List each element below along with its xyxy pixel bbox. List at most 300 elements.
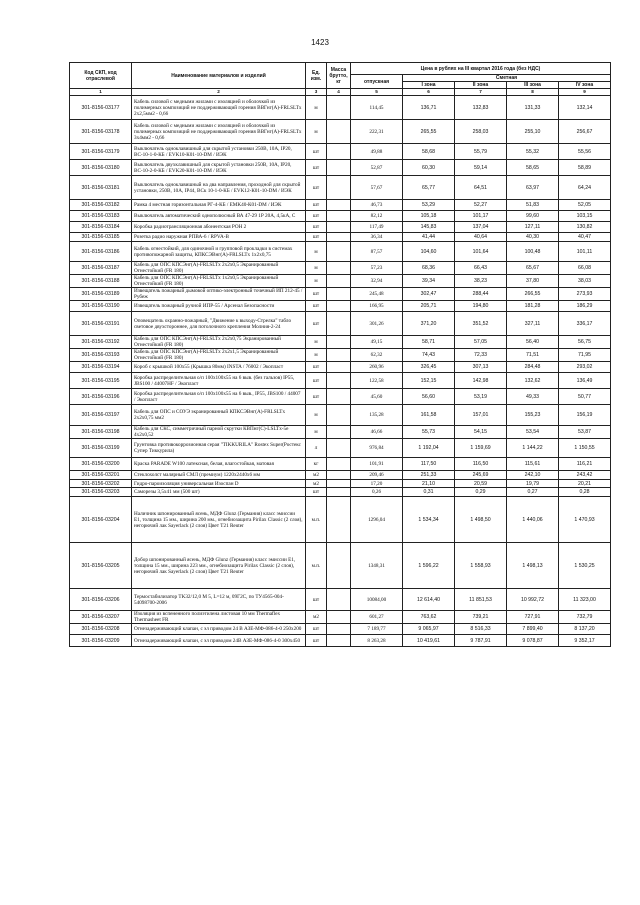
cell-z2: 101,64 [455, 242, 507, 262]
cell-base: 601,27 [351, 611, 403, 624]
cell-unit: м.п. [306, 543, 327, 589]
cell-unit: шт [306, 211, 327, 222]
cell-name: Огнезадерживающий клапан, с эл приводом 24В АЗЕ-МФ-086-4-0 300х450 [132, 635, 306, 647]
cell-name: Рамка 4 местная горизонтальная РГ-4-КБ / EMK40-К01-DM / ИЭК [132, 200, 306, 211]
cell-unit: шт [306, 200, 327, 211]
cell-name: Розетка радио наружная РПВА-6 / RPVA-B [132, 233, 306, 242]
cell-name: Саморезы 3,5х41 мм (500 шт) [132, 488, 306, 497]
table-row [70, 242, 611, 262]
header-zone: I зона [403, 82, 455, 89]
cell-mass [327, 312, 351, 336]
cell-z1: 105,18 [403, 211, 455, 222]
cell-name: Выключатель одноклавишный на два направления, проходной для скрытой установки, 250В, 10А, IP44, ВСк 10-1-0-КБ / EVK12-К01-10-DM / ИЭК [132, 176, 306, 200]
cell-base: 82,12 [351, 211, 403, 222]
cell-z1: 1 596,22 [403, 543, 455, 589]
cell-code: 301-8156-03209 [70, 635, 132, 647]
cell-z1: 265,55 [403, 120, 455, 144]
cell-name: Оповещатель охранно-пожарный, "Движение к выходу-Стрелка" табло световое двухстороннее, для потолочного крепления Молния-2-24 [132, 312, 306, 336]
cell-name: Наличник шпонированный ясень, МДФ Glunz (Германия) класс эмиссии Е1, толщина 15 мм., ширина 200 мм., огнебиозащита Pirilax Classic (2 слоя), негорючий лак Sayerlack (2 слоя) Цвет T21 Reuter [132, 497, 306, 543]
cell-unit: шт [306, 160, 327, 176]
cell-code: 301-8156-03199 [70, 439, 132, 458]
cell-z1: 9 065,97 [403, 624, 455, 635]
table-row [70, 488, 611, 497]
cell-name: Коробка распределительная о/п 100х100х55 на 6 выв., IP55, JBS100 / 44007 / Экопласт [132, 389, 306, 405]
cell-name: Коробка распределительная о/п 100х100х55 на 6 выв. (без гальзов) IP55, JBS100 / 44007HF / Экопласт [132, 373, 306, 389]
price-table [69, 62, 611, 647]
cell-unit: м [306, 242, 327, 262]
table-row [70, 275, 611, 288]
cell-unit: м [306, 275, 327, 288]
cell-z4: 132,14 [559, 96, 611, 120]
table-row [70, 120, 611, 144]
cell-code: 301-8156-03204 [70, 497, 132, 543]
cell-base: 17,20 [351, 480, 403, 488]
cell-z4: 0,28 [559, 488, 611, 497]
cell-unit: шт [306, 176, 327, 200]
header-code: Код СКП, код отраслевой [70, 63, 132, 89]
cell-z1: 10 419,61 [403, 635, 455, 647]
cell-z3: 100,48 [507, 242, 559, 262]
cell-z2: 245,69 [455, 471, 507, 480]
cell-z4: 38,03 [559, 275, 611, 288]
column-number: 8 [507, 89, 559, 96]
cell-mass [327, 160, 351, 176]
cell-code: 301-8156-03177 [70, 96, 132, 120]
cell-unit: шт [306, 288, 327, 301]
cell-mass [327, 624, 351, 635]
cell-z3: 255,10 [507, 120, 559, 144]
cell-name: Краска PARADE W100 латексная, белая, влагостойкая, матовая [132, 458, 306, 471]
cell-unit: м2 [306, 480, 327, 488]
cell-base: 976,84 [351, 439, 403, 458]
cell-code: 301-8156-03195 [70, 373, 132, 389]
cell-base: 222,31 [351, 120, 403, 144]
cell-base: 7 189,77 [351, 624, 403, 635]
table-row [70, 405, 611, 426]
cell-z2: 1 558,93 [455, 543, 507, 589]
cell-z4: 243,42 [559, 471, 611, 480]
cell-z3: 7 899,40 [507, 624, 559, 635]
cell-z3: 1 144,22 [507, 439, 559, 458]
cell-mass [327, 589, 351, 611]
table-row [70, 222, 611, 233]
cell-code: 301-8156-03185 [70, 233, 132, 242]
header-zone: II зона [455, 82, 507, 89]
cell-z4: 336,17 [559, 312, 611, 336]
cell-code: 301-8156-03197 [70, 405, 132, 426]
cell-mass [327, 144, 351, 160]
cell-code: 301-8156-03193 [70, 349, 132, 362]
cell-z3: 284,48 [507, 362, 559, 373]
header-name: Наименование материалов и изделий [132, 63, 306, 89]
cell-base: 52,87 [351, 160, 403, 176]
table-row [70, 635, 611, 647]
cell-mass [327, 543, 351, 589]
cell-z1: 12 614,40 [403, 589, 455, 611]
cell-mass [327, 362, 351, 373]
cell-z2: 11 851,53 [455, 589, 507, 611]
cell-z3: 181,28 [507, 301, 559, 312]
cell-z2: 194,80 [455, 301, 507, 312]
cell-z4: 273,93 [559, 288, 611, 301]
table-row [70, 458, 611, 471]
cell-code: 301-8156-03200 [70, 458, 132, 471]
cell-z1: 55,73 [403, 426, 455, 439]
cell-unit: м [306, 262, 327, 275]
cell-z2: 55,79 [455, 144, 507, 160]
cell-z3: 132,62 [507, 373, 559, 389]
cell-z4: 11 323,00 [559, 589, 611, 611]
cell-z1: 0,31 [403, 488, 455, 497]
cell-z3: 10 992,72 [507, 589, 559, 611]
cell-mass [327, 262, 351, 275]
cell-unit: кг [306, 458, 327, 471]
cell-z2: 1 159,69 [455, 439, 507, 458]
table-row [70, 160, 611, 176]
cell-code: 301-8156-03194 [70, 362, 132, 373]
cell-unit: шт [306, 389, 327, 405]
cell-z1: 326,45 [403, 362, 455, 373]
cell-mass [327, 288, 351, 301]
cell-z3: 65,67 [507, 262, 559, 275]
cell-mass [327, 222, 351, 233]
cell-z4: 8 137,20 [559, 624, 611, 635]
cell-unit: шт [306, 301, 327, 312]
cell-z3: 19,79 [507, 480, 559, 488]
cell-z3: 155,23 [507, 405, 559, 426]
table-row [70, 611, 611, 624]
table-row [70, 262, 611, 275]
cell-mass [327, 471, 351, 480]
cell-base: 0,26 [351, 488, 403, 497]
cell-mass [327, 458, 351, 471]
cell-mass [327, 120, 351, 144]
cell-z1: 68,36 [403, 262, 455, 275]
column-number: 3 [306, 89, 327, 96]
cell-mass [327, 480, 351, 488]
cell-z3: 266,55 [507, 288, 559, 301]
cell-code: 301-8156-03203 [70, 488, 132, 497]
cell-z4: 66,08 [559, 262, 611, 275]
cell-z4: 186,29 [559, 301, 611, 312]
cell-z4: 1 530,25 [559, 543, 611, 589]
cell-base: 36,34 [351, 233, 403, 242]
cell-name: Кабель для ОПС КПСЭнг(А)-FRLSLTx 2х2х0,75 Экранированный Огнестойкий (FR 180) [132, 336, 306, 349]
cell-z3: 9 078,87 [507, 635, 559, 647]
page-number: 1423 [311, 38, 329, 47]
cell-z2: 57,05 [455, 336, 507, 349]
header-zone: IV зона [559, 82, 611, 89]
cell-z4: 101,11 [559, 242, 611, 262]
cell-code: 301-8156-03182 [70, 200, 132, 211]
cell-z1: 145,83 [403, 222, 455, 233]
cell-name: Короб с крышкой 100х55 (Крышка 80мм) INSTA / 76002 / Экопласт [132, 362, 306, 373]
cell-name: Добор шпонированный ясень, МДФ Glunz (Германия) класс эмиссии Е1, толщина 15 мм., ширина 223 мм., огнебиозащита Pirilax Classic (2 слоя), негорючий лак Sayerlack (2 слоя) Цвет T21 Reuter [132, 543, 306, 589]
cell-mass [327, 497, 351, 543]
cell-z2: 9 787,91 [455, 635, 507, 647]
cell-z1: 60,30 [403, 160, 455, 176]
header-estimate: Сметная [403, 75, 611, 82]
cell-z4: 130,82 [559, 222, 611, 233]
cell-code: 301-8156-03202 [70, 480, 132, 488]
cell-z1: 1 192,04 [403, 439, 455, 458]
cell-unit: л [306, 439, 327, 458]
cell-code: 301-8156-03187 [70, 262, 132, 275]
cell-z3: 51,83 [507, 200, 559, 211]
cell-code: 301-8156-03208 [70, 624, 132, 635]
cell-z4: 1 150,55 [559, 439, 611, 458]
cell-mass [327, 301, 351, 312]
cell-base: 10084,00 [351, 589, 403, 611]
header-release: отпускная [351, 75, 403, 89]
cell-z1: 152,15 [403, 373, 455, 389]
cell-z3: 37,80 [507, 275, 559, 288]
cell-z2: 54,15 [455, 426, 507, 439]
cell-name: Кабель силовой с медными жилами с изоляцией и оболочкой из полимерных композиций не поддерживающий горения ВВГнг(А)-FRLSLTx 2х2,5мм2 - 0,66 [132, 96, 306, 120]
cell-code: 301-8156-03201 [70, 471, 132, 480]
cell-z2: 351,52 [455, 312, 507, 336]
column-number: 2 [132, 89, 306, 96]
cell-name: Выключатель двухклавишный для скрытой установки 250В, 10А, IP20, ВС-10-2-0-КБ / EVK20-К01-10-DM / ИЭК [132, 160, 306, 176]
cell-name: Коробка радиотрансляционная абонентская РОН 2 [132, 222, 306, 233]
column-number: 9 [559, 89, 611, 96]
cell-base: 166,95 [351, 301, 403, 312]
cell-z4: 40,47 [559, 233, 611, 242]
cell-z3: 1 498,13 [507, 543, 559, 589]
table-row [70, 480, 611, 488]
cell-unit: м [306, 96, 327, 120]
cell-base: 209,46 [351, 471, 403, 480]
cell-mass [327, 233, 351, 242]
table-row [70, 301, 611, 312]
cell-unit: шт [306, 373, 327, 389]
cell-unit: шт [306, 222, 327, 233]
cell-name: Извещатель пожарный ручной ИПР-55 / Арсенал Безопасности [132, 301, 306, 312]
cell-name: Стеклохолст малярный СМЛ (премиум) 1220х2440х6 мм [132, 471, 306, 480]
cell-z2: 66,43 [455, 262, 507, 275]
cell-z3: 40,30 [507, 233, 559, 242]
cell-z2: 307,13 [455, 362, 507, 373]
cell-unit: шт [306, 624, 327, 635]
cell-z2: 72,33 [455, 349, 507, 362]
cell-z1: 74,43 [403, 349, 455, 362]
cell-z4: 52,05 [559, 200, 611, 211]
cell-name: Кабель огнестойкий, для одиночной и групповой прокладки в системах противопожарной защиты, КПКСЭВнг(А)-FRLSLTx 1х2х0,75 [132, 242, 306, 262]
cell-unit: м [306, 120, 327, 144]
cell-z3: 131,33 [507, 96, 559, 120]
cell-code: 301-8156-03205 [70, 543, 132, 589]
cell-z1: 56,60 [403, 389, 455, 405]
cell-unit: м [306, 405, 327, 426]
cell-z1: 58,71 [403, 336, 455, 349]
cell-base: 260,96 [351, 362, 403, 373]
cell-name: Кабель силовой с медными жилами с изоляцией и оболочкой из полимерных композиций не поддерживающий горения ВВГнг(А)-FRLSLTx 3х4мм2 - 0,66 [132, 120, 306, 144]
cell-base: 301,26 [351, 312, 403, 336]
cell-z3: 71,51 [507, 349, 559, 362]
cell-name: Выключатель автоматический однополюсный ВА 47-29 1Р 20А, 4,5кА, С [132, 211, 306, 222]
cell-z1: 21,10 [403, 480, 455, 488]
cell-z1: 763,62 [403, 611, 455, 624]
table-row [70, 543, 611, 589]
cell-mass [327, 200, 351, 211]
cell-z2: 137,04 [455, 222, 507, 233]
cell-name: Выключатель одноклавишный для скрытой установки 250В, 10А, IP20, ВС-10-1-0-КБ / EVK10-К01-10-DM / ИЭК [132, 144, 306, 160]
cell-mass [327, 611, 351, 624]
cell-base: 122,58 [351, 373, 403, 389]
table-row [70, 362, 611, 373]
cell-z2: 59,14 [455, 160, 507, 176]
cell-name: Огнезадерживающий клапан, с эл приводом 24 В АЗЕ-МФ-086-4-0 250х200 [132, 624, 306, 635]
cell-z3: 1 440,06 [507, 497, 559, 543]
cell-z4: 53,87 [559, 426, 611, 439]
cell-z4: 256,67 [559, 120, 611, 144]
table-row [70, 439, 611, 458]
table-row [70, 426, 611, 439]
cell-code: 301-8156-03181 [70, 176, 132, 200]
cell-z2: 258,03 [455, 120, 507, 144]
cell-code: 301-8156-03188 [70, 275, 132, 288]
cell-z1: 39,34 [403, 275, 455, 288]
cell-code: 301-8156-03186 [70, 242, 132, 262]
cell-mass [327, 275, 351, 288]
cell-z2: 53,19 [455, 389, 507, 405]
cell-unit: шт [306, 144, 327, 160]
column-number: 7 [455, 89, 507, 96]
cell-z2: 157,01 [455, 405, 507, 426]
cell-z1: 117,50 [403, 458, 455, 471]
cell-mass [327, 349, 351, 362]
cell-z4: 9 352,17 [559, 635, 611, 647]
cell-base: 32,94 [351, 275, 403, 288]
cell-base: 57,23 [351, 262, 403, 275]
cell-z4: 50,77 [559, 389, 611, 405]
cell-z2: 288,44 [455, 288, 507, 301]
cell-z3: 56,40 [507, 336, 559, 349]
cell-base: 101,91 [351, 458, 403, 471]
cell-unit: м.п. [306, 497, 327, 543]
header-unit: Ед. изм. [306, 63, 327, 89]
table-row [70, 389, 611, 405]
cell-z1: 1 534,34 [403, 497, 455, 543]
cell-z4: 55,56 [559, 144, 611, 160]
cell-z3: 127,11 [507, 222, 559, 233]
cell-z1: 302,47 [403, 288, 455, 301]
cell-unit: м [306, 336, 327, 349]
cell-code: 301-8156-03191 [70, 312, 132, 336]
cell-name: Кабель для ОПС КПСЭнг(А)-FRLSLTx 2х2х0,5 Экранированный Огнестойкий (FR 180) [132, 262, 306, 275]
table-row [70, 176, 611, 200]
cell-z2: 101,17 [455, 211, 507, 222]
cell-z4: 1 470,93 [559, 497, 611, 543]
table-row [70, 211, 611, 222]
cell-z3: 49,33 [507, 389, 559, 405]
cell-z3: 115,61 [507, 458, 559, 471]
cell-z3: 58,65 [507, 160, 559, 176]
cell-z3: 727,91 [507, 611, 559, 624]
cell-code: 301-8156-03196 [70, 389, 132, 405]
cell-base: 245,48 [351, 288, 403, 301]
cell-base: 135,28 [351, 405, 403, 426]
cell-mass [327, 405, 351, 426]
cell-mass [327, 488, 351, 497]
cell-z4: 156,19 [559, 405, 611, 426]
table-row [70, 349, 611, 362]
cell-base: 49,15 [351, 336, 403, 349]
table-row [70, 497, 611, 543]
cell-z3: 63,97 [507, 176, 559, 200]
cell-mass [327, 635, 351, 647]
table-row [70, 589, 611, 611]
cell-z3: 242,10 [507, 471, 559, 480]
cell-z2: 38,23 [455, 275, 507, 288]
header-zone: III зона [507, 82, 559, 89]
table-row [70, 373, 611, 389]
table-row [70, 200, 611, 211]
cell-z1: 41,44 [403, 233, 455, 242]
table-row [70, 233, 611, 242]
cell-z3: 327,11 [507, 312, 559, 336]
table-row [70, 144, 611, 160]
cell-z4: 20,21 [559, 480, 611, 488]
cell-name: Извещатель пожарный дымовой оптико-электронный точечный ИП 212-45 / Рубеж [132, 288, 306, 301]
column-number: 5 [351, 89, 403, 96]
cell-code: 301-8156-03190 [70, 301, 132, 312]
cell-z4: 116,21 [559, 458, 611, 471]
cell-mass [327, 96, 351, 120]
cell-unit: шт [306, 233, 327, 242]
cell-z2: 0,29 [455, 488, 507, 497]
cell-z1: 371,20 [403, 312, 455, 336]
cell-mass [327, 373, 351, 389]
cell-name: Кабель для ОПС КПСЭнг(А)-FRLSLTx 2х2х1,5 Экранированный Огнестойкий (FR 180) [132, 349, 306, 362]
cell-z1: 161,58 [403, 405, 455, 426]
cell-unit: м [306, 426, 327, 439]
cell-mass [327, 439, 351, 458]
cell-z2: 116,50 [455, 458, 507, 471]
table-row [70, 624, 611, 635]
cell-z2: 64,51 [455, 176, 507, 200]
cell-unit: шт [306, 488, 327, 497]
cell-code: 301-8156-03178 [70, 120, 132, 144]
cell-z1: 53,29 [403, 200, 455, 211]
cell-base: 57,67 [351, 176, 403, 200]
cell-unit: шт [306, 635, 327, 647]
cell-name: Кабель для ОПС КПСЭнг(А)-FRLSLTx 1х2х0,5 Экранированный Огнестойкий (FR 180) [132, 275, 306, 288]
cell-base: 1296,04 [351, 497, 403, 543]
cell-z1: 251,33 [403, 471, 455, 480]
cell-z4: 64,24 [559, 176, 611, 200]
cell-base: 1348,31 [351, 543, 403, 589]
cell-code: 301-8156-03184 [70, 222, 132, 233]
cell-unit: шт [306, 312, 327, 336]
cell-z2: 40,64 [455, 233, 507, 242]
cell-mass [327, 176, 351, 200]
column-numbers-row [70, 89, 611, 96]
cell-name: Грунтовка противокоррозионная серая "TIKKURILA" Rostex Super(Ростекс Супер Тиккурила) [132, 439, 306, 458]
table-row [70, 96, 611, 120]
cell-z1: 104,60 [403, 242, 455, 262]
table-body [70, 96, 611, 647]
cell-z1: 65,77 [403, 176, 455, 200]
cell-unit: м2 [306, 611, 327, 624]
cell-z1: 136,71 [403, 96, 455, 120]
table-row [70, 471, 611, 480]
table-row [70, 288, 611, 301]
cell-mass [327, 389, 351, 405]
cell-code: 301-8156-03192 [70, 336, 132, 349]
cell-name: Кабель для ОПС и СОУЭ экранированный КПКСЭВнг(А)-FRLSLTx 2х2х0,75 мм2 [132, 405, 306, 426]
cell-z2: 739,21 [455, 611, 507, 624]
